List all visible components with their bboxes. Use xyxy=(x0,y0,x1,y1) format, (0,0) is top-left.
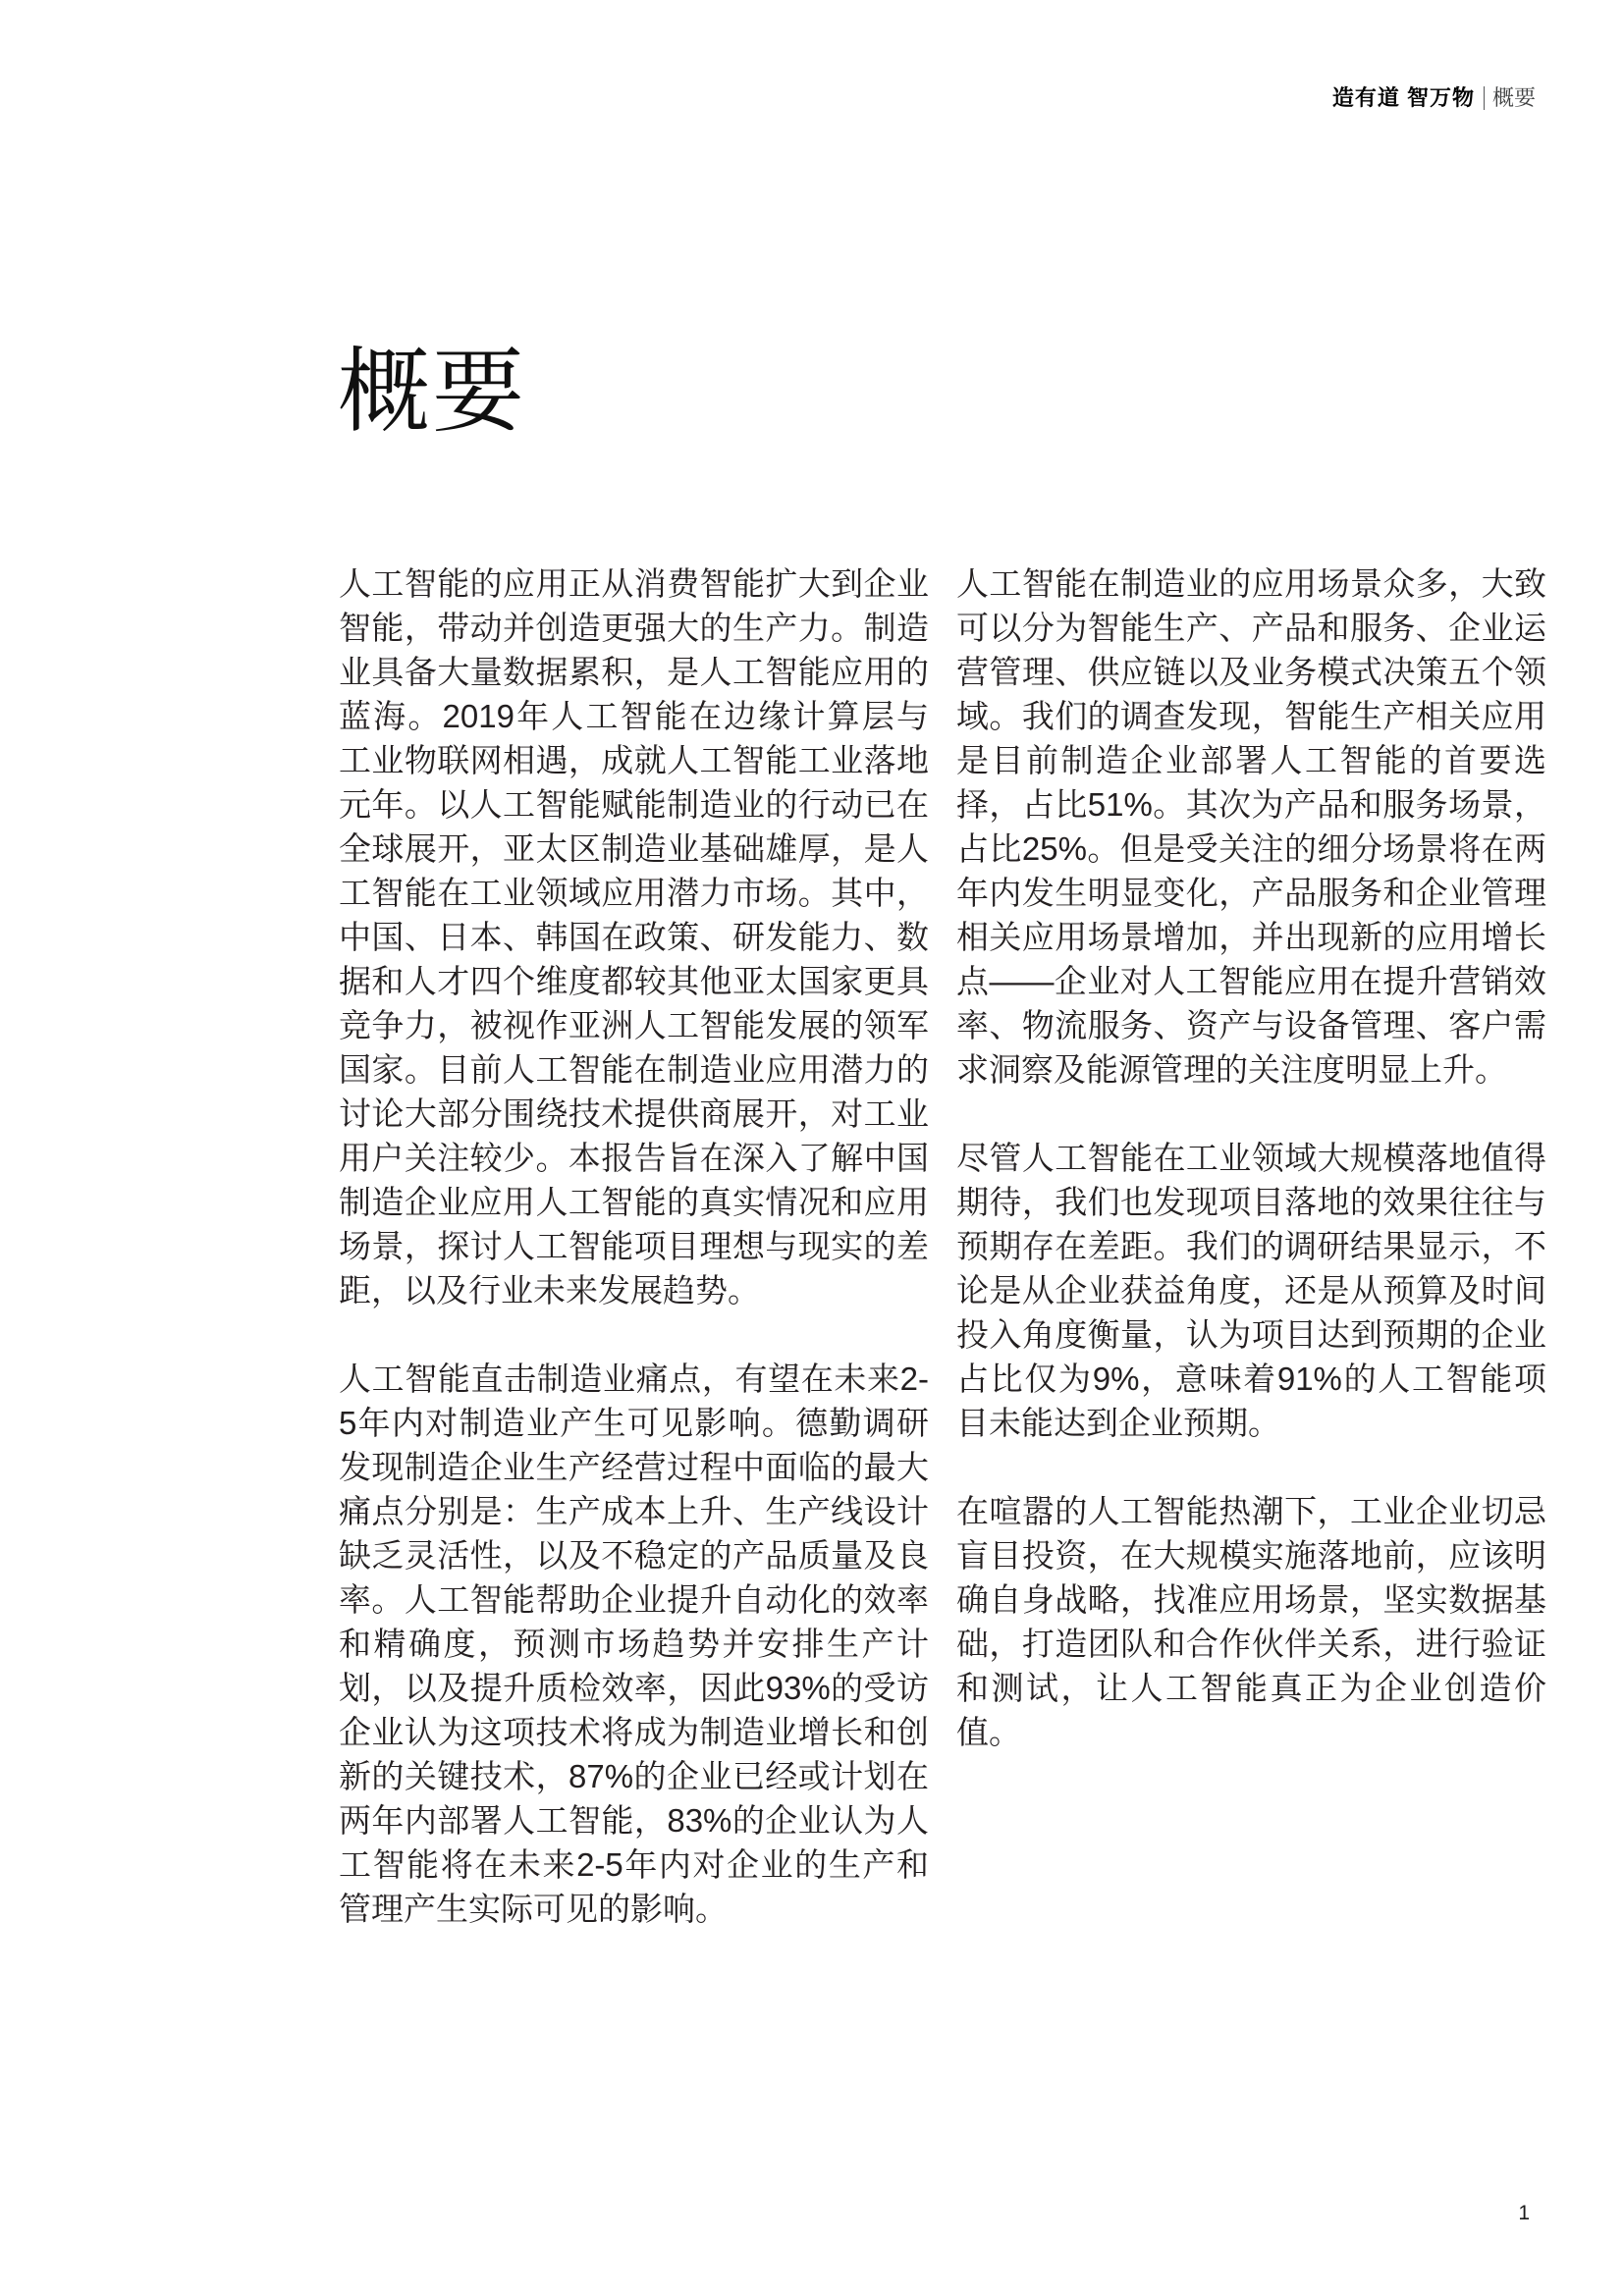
paragraph-right-3: 在喧嚣的人工智能热潮下，工业企业切忌盲目投资，在大规模实施落地前，应该明确自身战略，找准应用场景，坚实数据基础，打造团队和合作伙伴关系，进行验证和测试，让人工智能真正为企业创造价值。 xyxy=(956,1493,1546,1750)
page-title: 概要 xyxy=(338,340,527,443)
body-columns xyxy=(339,561,1546,1931)
paragraph-left-1: 人工智能的应用正从消费智能扩大到企业智能，带动并创造更强大的生产力。制造业具备大量数据累积，是人工智能应用的蓝海。2019年人工智能在边缘计算层与工业物联网相遇，成就人工智能工业落地元年。以人工智能赋能制造业的行动已在全球展开，亚太区制造业基础雄厚，是人工智能在工业领域应用潜力市场。其中，中国、日本、韩国在政策、研发能力、数据和人才四个维度都较其他亚太国家更具竞争力，被视作亚洲人工智能发展的领军国家。目前人工智能在制造业应用潜力的讨论大部分围绕技术提供商展开，对工业用户关注较少。本报告旨在深入了解中国制造企业应用人工智能的真实情况和应用场景，探讨人工智能项目理想与现实的差距，以及行业未来发展趋势。 xyxy=(339,565,929,1308)
paragraph-left-2: 人工智能直击制造业痛点，有望在未来2-5年内对制造业产生可见影响。德勤调研发现制造企业生产经营过程中面临的最大痛点分别是：生产成本上升、生产线设计缺乏灵活性，以及不稳定的产品质量及良率。人工智能帮助企业提升自动化的效率和精确度，预测市场趋势并安排生产计划，以及提升质检效率，因此93%的受访企业认为这项技术将成为制造业增长和创新的关键技术，87%的企业已经或计划在两年内部署人工智能，83%的企业认为人工智能将在未来2-5年内对企业的生产和管理产生实际可见的影响。 xyxy=(339,1361,929,1927)
paragraph-right-1: 人工智能在制造业的应用场景众多，大致可以分为智能生产、产品和服务、企业运营管理、供应链以及业务模式决策五个领域。我们的调查发现，智能生产相关应用是目前制造企业部署人工智能的首要选择，占比51%。其次为产品和服务场景，占比25%。但是受关注的细分场景将在两年内发生明显变化，产品服务和企业管理相关应用场景增加，并出现新的应用增长点——企业对人工智能应用在提升营销效率、物流服务、资产与设备管理、客户需求洞察及能源管理的关注度明显上升。 xyxy=(956,565,1546,1088)
header-section-label: 概要 xyxy=(1491,85,1536,110)
paragraph-right-2: 尽管人工智能在工业领域大规模落地值得期待，我们也发现项目落地的效果往往与预期存在差距。我们的调研结果显示，不论是从企业获益角度，还是从预算及时间投入角度衡量，认为项目达到预期的企业占比仅为9%，意味着91%的人工智能项目未能达到企业预期。 xyxy=(956,1140,1546,1441)
left-column xyxy=(339,561,929,1931)
header-divider xyxy=(1484,86,1485,110)
page-number: 1 xyxy=(1518,2202,1530,2224)
header-brand-title: 造有道 智万物 xyxy=(1331,85,1475,110)
running-header xyxy=(1332,86,1536,110)
right-column xyxy=(956,561,1546,1931)
